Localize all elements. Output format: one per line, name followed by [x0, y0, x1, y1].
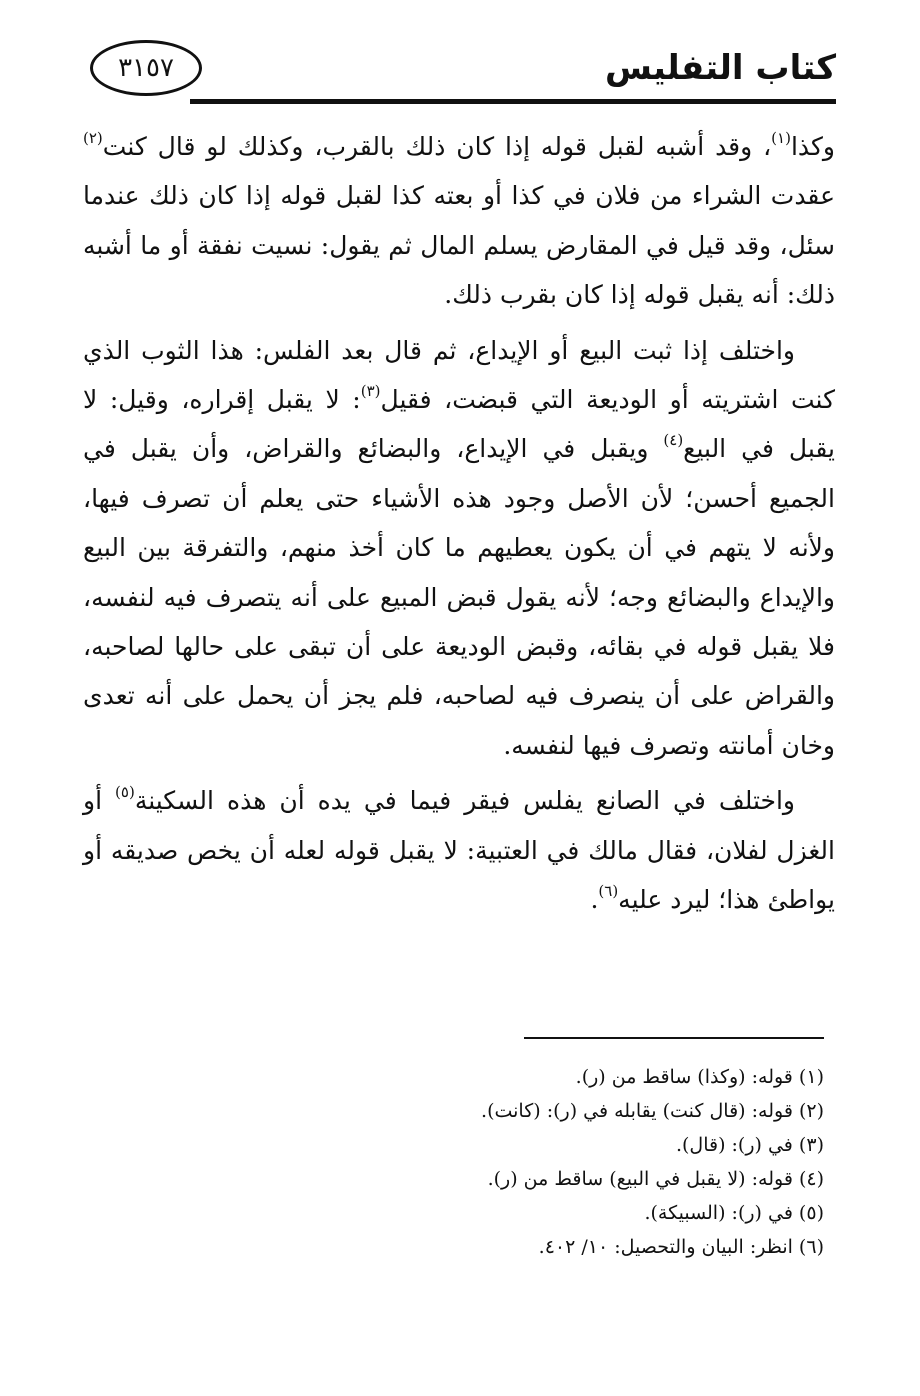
header-rule	[190, 99, 836, 104]
footnote-6: (٦) انظر: البيان والتحصيل: ١٠/ ٤٠٢.	[538, 1236, 824, 1258]
main-text	[83, 122, 835, 931]
page-number: ٣١٥٧	[90, 40, 202, 96]
footnote-ref-2: (٢)	[83, 129, 103, 147]
paragraph-2	[83, 326, 835, 771]
text-run: .	[590, 885, 599, 915]
text-run: واختلف إذا ثبت البيع أو الإيداع، ثم قال بعد الفلس: هذا الثوب الذي كنت اشتريته أو الوديعة التي قبضت، فقيل	[83, 335, 835, 415]
footnote-ref-3: (٣)	[360, 382, 381, 401]
text-run: واختلف في الصانع يفلس فيقر فيما في يده أن هذه السكينة	[134, 786, 795, 816]
footnote-separator	[524, 1037, 824, 1039]
paragraph-3	[83, 776, 835, 924]
paragraph-1	[83, 122, 835, 320]
footnote-ref-6: (٦)	[598, 882, 619, 901]
footnote-2: (٢) قوله: (قال كنت) يقابله في (ر): (كانت).	[481, 1100, 824, 1122]
footnote-ref-4: (٤)	[663, 431, 684, 450]
footnote-3: (٣) في (ر): (قال).	[675, 1134, 824, 1156]
footnote-1: (١) قوله: (وكذا) ساقط من (ر).	[575, 1066, 824, 1088]
footnote-5: (٥) في (ر): (السبيكة).	[644, 1202, 824, 1224]
footnotes-list	[124, 1060, 824, 1264]
footnote-4: (٤) قوله: (لا يقبل في البيع) ساقط من (ر).	[487, 1168, 824, 1190]
text-run: : لا يقبل إقراره، وقيل: لا يقبل في البيع	[83, 385, 835, 464]
text-run: أو الغزل لفلان، فقال مالك في العتبية: لا يقبل قوله لعله أن يخص صديقه أو يواطئ هذا؛ ليرد عليه	[83, 786, 835, 915]
text-run: ، وقد أشبه لقبل قوله إذا كان ذلك بالقرب، وكذلك لو قال كنت	[102, 132, 772, 161]
running-title: كتاب التفليس	[604, 48, 836, 88]
text-run: عقدت الشراء من فلان في كذا أو بعته كذا لقبل قوله إذا كان ذلك عندما سئل، وقد قيل في المقارض يسلم المال ثم يقول: نسيت نفقة أو ما أشبه ذلك: أنه يقبل قوله إذا كان بقرب ذلك.	[83, 181, 835, 310]
text-run: وكذا	[790, 132, 835, 161]
text-run: ويقبل في الإيداع، والبضائع والقراض، وأن يقبل في الجميع أحسن؛ لأن الأصل وجود هذه الأشياء حتى يعلم أن تصرف فيها، ولأنه لا يتهم في أن يكون يعطيهم ما كان أخذ منهم، والتفرقة بين البيع والإيداع والبضائع وجه؛ لأنه يقول قبض المبيع على أنه يتصرف فيه لنفسه، فلا يقبل قوله في بقائه، وقبض الوديعة على أن تبقى على حالها لصاحبه، والقراض على أن ينصرف فيه لصاحبه، فلم يجز أن يحمل على أنه تعدى وخان أمانته وتصرف فيها لنفسه.	[83, 434, 835, 760]
page-header	[90, 38, 836, 108]
footnote-ref-5: (٥)	[115, 783, 135, 802]
footnote-ref-1: (١)	[771, 129, 791, 147]
